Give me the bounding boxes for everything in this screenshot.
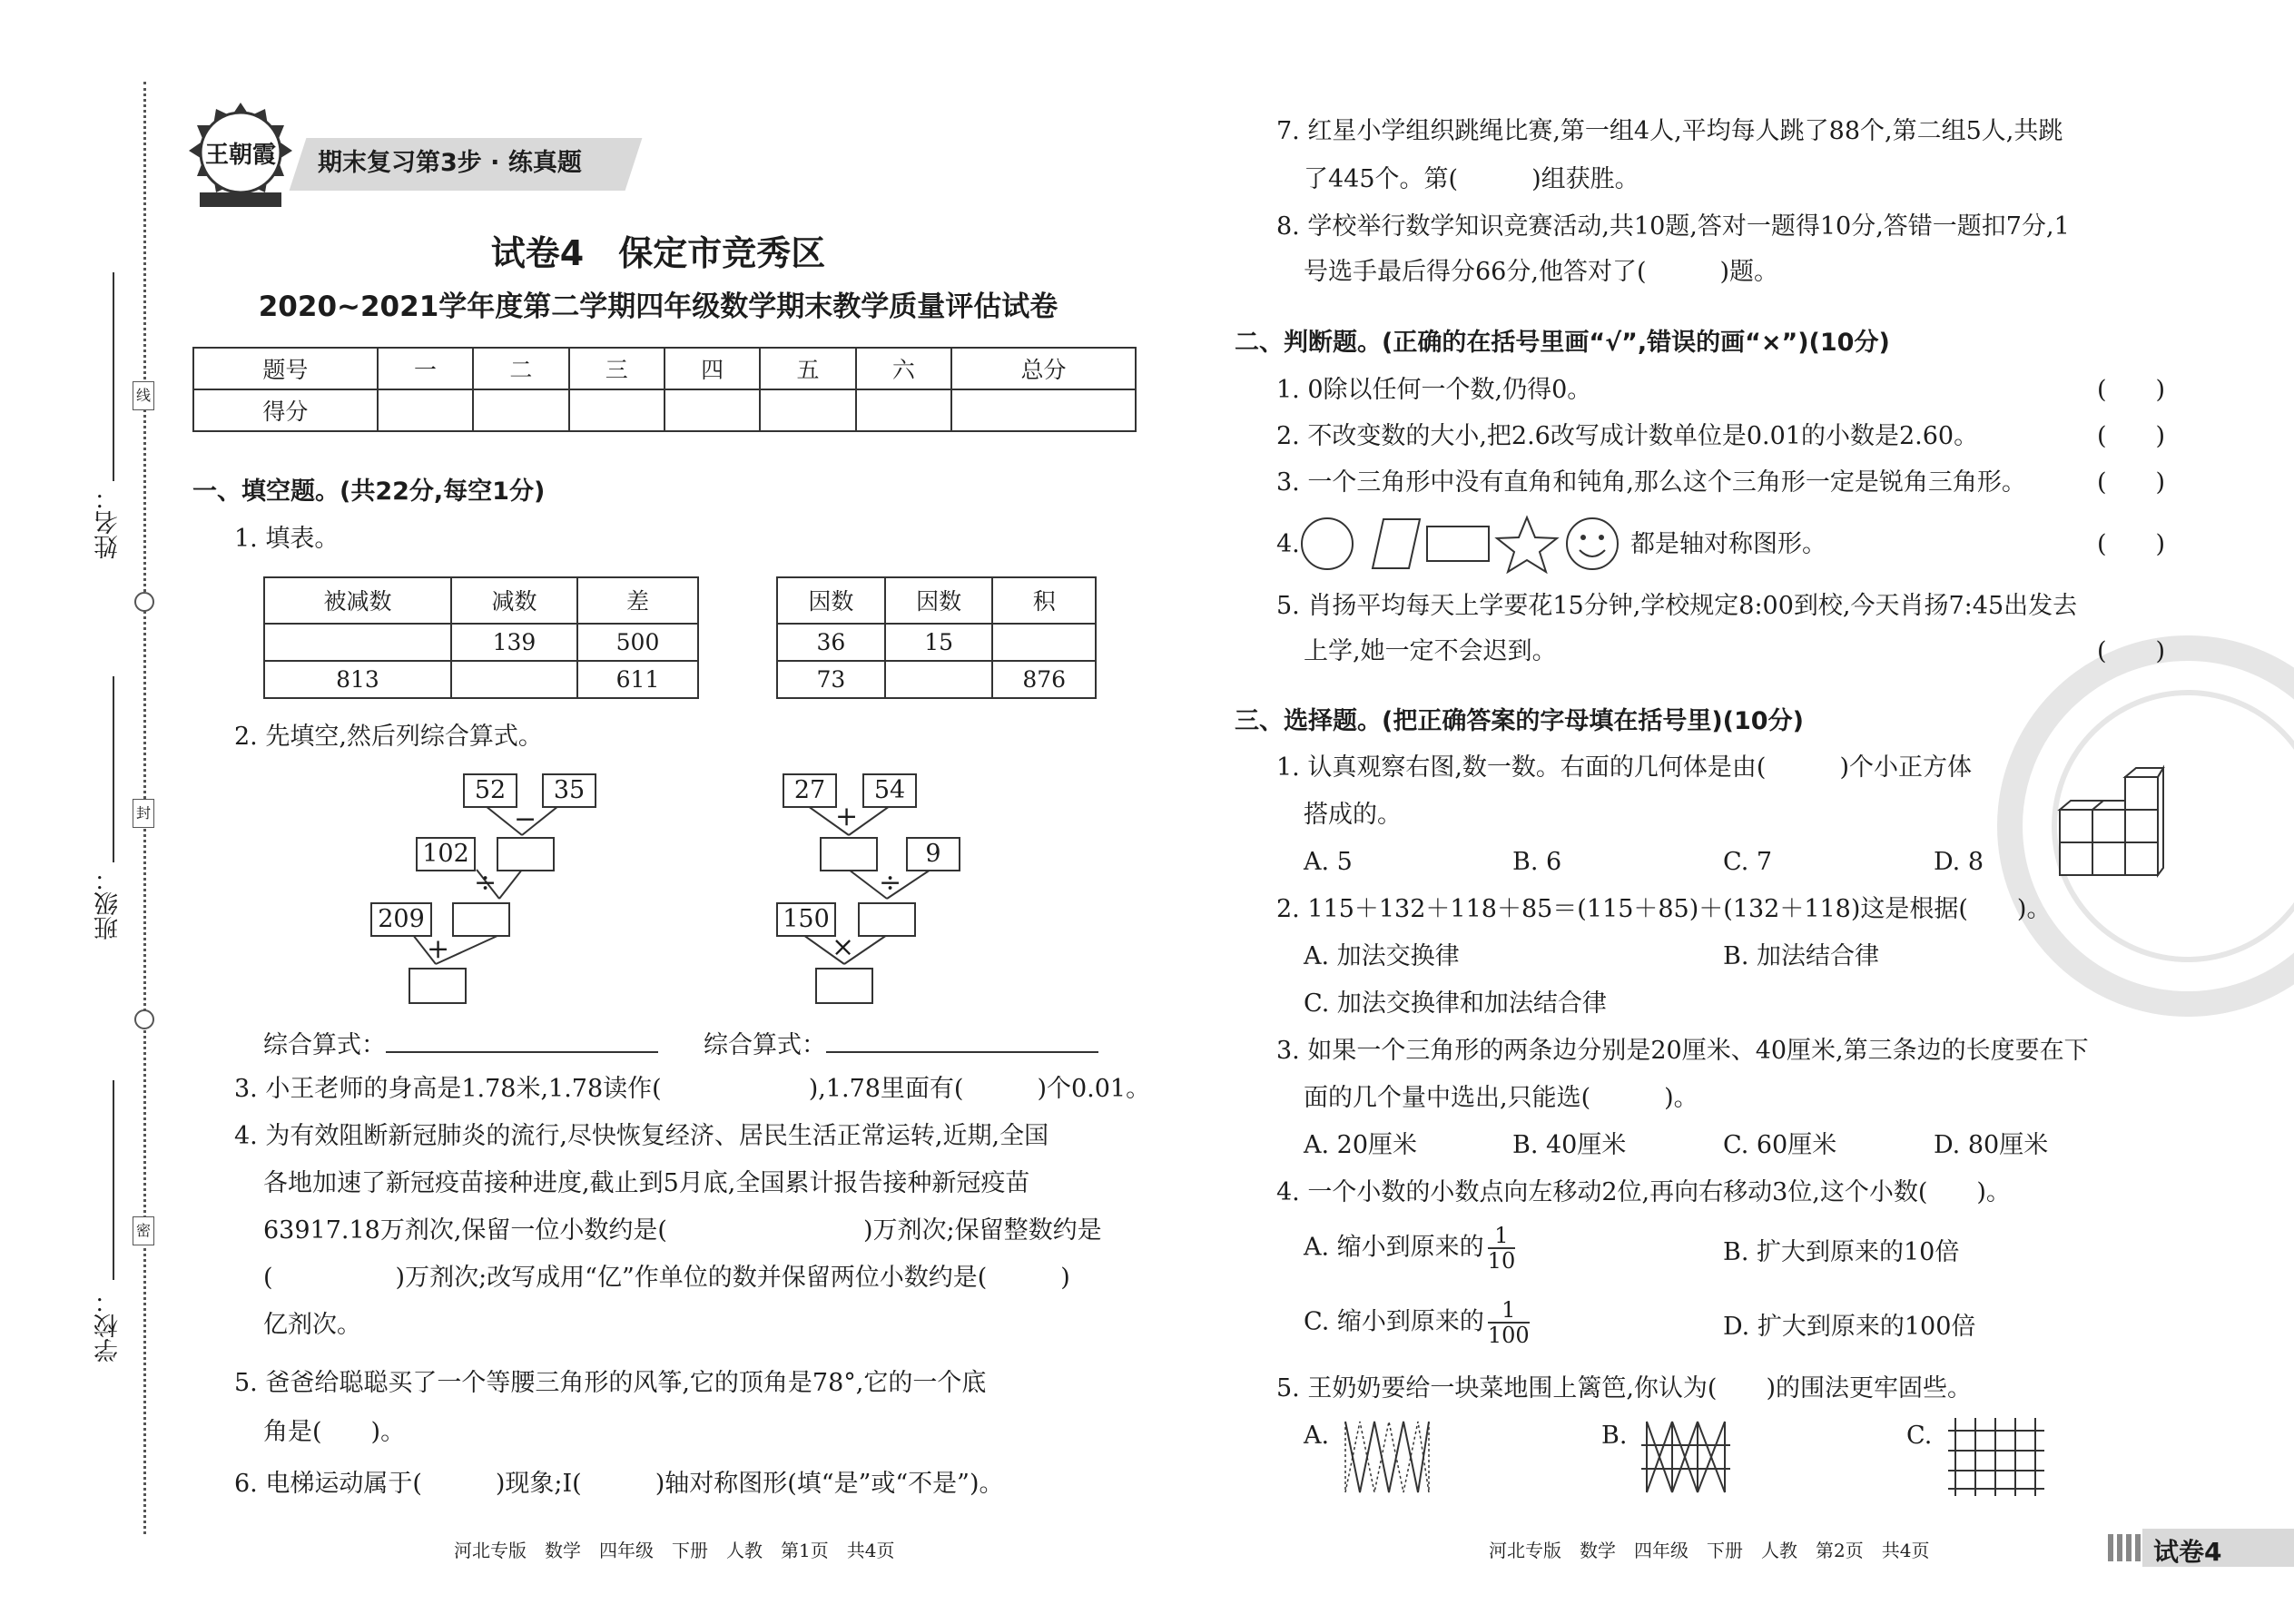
- question-7-line-2: 了445个。第( )组获胜。: [1304, 165, 1639, 193]
- score-header: 一: [378, 348, 473, 389]
- seal-mark-mi: 密: [133, 1216, 154, 1245]
- score-cell[interactable]: [951, 389, 1136, 431]
- tree-a-result-blank[interactable]: [409, 968, 467, 1004]
- table-cell[interactable]: [992, 624, 1096, 661]
- choice-3-line-1: 3. 如果一个三角形的两条边分别是20厘米、40厘米,第三条边的长度要在下: [1276, 1037, 2089, 1065]
- question-5-line-2: 角是( )。: [263, 1418, 406, 1446]
- table-cell: 36: [777, 624, 885, 661]
- formula-label-a: 综合算式：: [263, 1024, 658, 1064]
- tree-b-top-right: 54: [862, 773, 917, 808]
- choice-1-option-d[interactable]: D. 8: [1934, 848, 1984, 876]
- judge-4-number: 4.: [1276, 530, 1300, 558]
- choice-4-option-a[interactable]: A. 缩小到原来的 $\frac{1}{10}$: [1304, 1223, 1516, 1274]
- section-1-heading: 一、填空题。(共22分,每空1分): [192, 477, 546, 506]
- parallelogram-shape: [1373, 519, 1420, 568]
- choice-1-line-1: 1. 认真观察右图,数一数。右面的几何体是由( )个小正方体: [1276, 753, 1972, 782]
- class-label: 班级：: [94, 867, 123, 940]
- table-cell[interactable]: [451, 661, 577, 698]
- tree-b-mid-given: 9: [906, 837, 960, 871]
- choice-3-option-b[interactable]: B. 40厘米: [1512, 1131, 1627, 1159]
- tree-b-op3: ×: [832, 931, 855, 963]
- tree-b-op2: ÷: [879, 867, 902, 899]
- choice-1-option-b[interactable]: B. 6: [1512, 848, 1562, 876]
- subtraction-table: [263, 576, 699, 699]
- seal-mark-xian: 线: [133, 381, 154, 410]
- judge-1: 1. 0除以任何一个数,仍得0。: [1276, 376, 1592, 404]
- tree-a-low-blank[interactable]: [452, 902, 510, 937]
- school-field-line: [113, 1080, 114, 1280]
- score-cell[interactable]: [473, 389, 568, 431]
- score-table: [192, 347, 1137, 432]
- score-header: 总分: [951, 348, 1136, 389]
- question-4-line-3: 63917.18万剂次,保留一位小数约是( )万剂次;保留整数约是: [263, 1216, 1102, 1245]
- page-subtitle: 2020~2021学年度第二学期四年级数学期末教学质量评估试卷: [258, 290, 1058, 323]
- table-cell: 500: [577, 624, 698, 661]
- question-4-line-2: 各地加速了新冠疫苗接种进度,截止到5月底,全国累计报告接种新冠疫苗: [263, 1169, 1030, 1197]
- score-header: 五: [760, 348, 855, 389]
- question-7-line-1: 7. 红星小学组织跳绳比赛,第一组4人,平均每人跳了88个,第二组5人,共跳: [1276, 117, 2063, 145]
- brand-logo-text: 王朝霞: [204, 142, 276, 169]
- rectangle-shape: [1427, 527, 1489, 561]
- judge-5-answer[interactable]: ( ): [2097, 637, 2166, 665]
- choice-3-line-2: 面的几个量中选出,只能选( )。: [1304, 1084, 1698, 1112]
- fence-cross-figure: [1641, 1418, 1732, 1496]
- score-header: 三: [569, 348, 665, 389]
- tree-b-result-blank[interactable]: [815, 968, 873, 1004]
- choice-3-option-c[interactable]: C. 60厘米: [1723, 1131, 1837, 1159]
- brand-logo: [182, 98, 300, 216]
- table-cell[interactable]: [264, 624, 451, 661]
- score-header: 四: [665, 348, 760, 389]
- banner-text: 期末复习第3步 · 练真题: [318, 149, 582, 177]
- choice-4-line-1: 4. 一个小数的小数点向左移动2位,再向右移动3位,这个小数( )。: [1276, 1178, 2011, 1206]
- tree-a-top-left: 52: [463, 773, 517, 808]
- choice-3-option-a[interactable]: A. 20厘米: [1304, 1131, 1418, 1159]
- tree-b-mid-blank[interactable]: [820, 837, 878, 871]
- choice-3-option-d[interactable]: D. 80厘米: [1934, 1131, 2049, 1159]
- tree-b-op1: +: [835, 801, 859, 832]
- fraction-one-hundredth: $\frac{1}{100}$: [1487, 1297, 1530, 1348]
- table-cell[interactable]: [885, 661, 993, 698]
- score-cell[interactable]: [856, 389, 951, 431]
- choice-4-option-d[interactable]: D. 扩大到原来的100倍: [1723, 1313, 1976, 1341]
- judge-5-line-1: 5. 肖扬平均每天上学要花15分钟,学校规定8:00到校,今天肖扬7:45出发去: [1276, 592, 2078, 620]
- page-tag: [2142, 1529, 2294, 1567]
- question-4-line-1: 4. 为有效阻断新冠肺炎的流行,尽快恢复经济、居民生活正常运转,近期,全国: [234, 1122, 1049, 1150]
- table-header: 被减数: [264, 577, 451, 624]
- section-3-heading: 三、选择题。(把正确答案的字母填在括号里)(10分): [1235, 707, 1804, 735]
- tree-b-top-left: 27: [783, 773, 837, 808]
- binding-hole-icon: [134, 1009, 154, 1029]
- cube-stack-figure: [2056, 753, 2165, 881]
- seal-mark-feng: 封: [133, 799, 154, 828]
- judge-4-shapes: [1300, 514, 1627, 574]
- tree-a-op3: +: [427, 933, 450, 965]
- footer-left: 河北专版 数学 四年级 下册 人教 第1页 共4页: [454, 1540, 895, 1561]
- choice-2-line-1: 2. 115＋132＋118＋85＝(115＋85)＋(132＋118)这是根据( )。: [1276, 895, 2052, 923]
- score-row-label: 得分: [193, 389, 378, 431]
- formula-label-b: 综合算式：: [704, 1024, 1098, 1064]
- table-cell: 876: [992, 661, 1096, 698]
- question-6: 6. 电梯运动属于( )现象;I( )轴对称图形(填“是”或“不是”)。: [234, 1470, 1004, 1498]
- page-tag-text: 试卷4: [2153, 1537, 2222, 1567]
- question-8-line-1: 8. 学校举行数学知识竞赛活动,共10题,答对一题得10分,答错一题扣7分,1: [1276, 212, 2070, 241]
- formula-blank-b[interactable]: [826, 1024, 1098, 1053]
- footer-right: 河北专版 数学 四年级 下册 人教 第2页 共4页: [1489, 1540, 1930, 1561]
- star-shape: [1497, 517, 1557, 572]
- score-header: 二: [473, 348, 568, 389]
- tree-a-op1: −: [514, 803, 537, 835]
- score-header: 六: [856, 348, 951, 389]
- fraction-one-tenth: $\frac{1}{10}$: [1487, 1223, 1516, 1274]
- score-cell[interactable]: [665, 389, 760, 431]
- tree-a-op2: ÷: [474, 867, 497, 899]
- table-header: 因数: [885, 577, 993, 624]
- choice-4-option-b[interactable]: B. 扩大到原来的10倍: [1723, 1238, 1960, 1266]
- formula-blank-a[interactable]: [386, 1024, 658, 1053]
- fence-grid-figure: [1948, 1418, 2048, 1496]
- choice-2-option-b[interactable]: B. 加法结合律: [1723, 942, 1880, 970]
- binding-hole-icon: [134, 592, 154, 612]
- table-header: 减数: [451, 577, 577, 624]
- table-cell: 813: [264, 661, 451, 698]
- choice-2-option-a[interactable]: A. 加法交换律: [1304, 942, 1460, 970]
- choice-5-option-a-label[interactable]: A.: [1304, 1422, 1330, 1450]
- choice-4-option-c[interactable]: C. 缩小到原来的 $\frac{1}{100}$: [1304, 1297, 1530, 1348]
- question-2: 2. 先填空,然后列综合算式。: [234, 723, 543, 751]
- tree-b-low-blank[interactable]: [858, 902, 916, 937]
- question-5-line-1: 5. 爸爸给聪聪买了一个等腰三角形的风筝,它的顶角是78°,它的一个底: [234, 1369, 987, 1397]
- tree-a-low-given: 209: [370, 902, 432, 937]
- judge-4-answer[interactable]: ( ): [2097, 530, 2166, 558]
- choice-1-option-a[interactable]: A. 5: [1304, 848, 1353, 876]
- table-header: 差: [577, 577, 698, 624]
- table-cell: 139: [451, 624, 577, 661]
- table-header: 积: [992, 577, 1096, 624]
- school-label: 学校：: [94, 1289, 123, 1363]
- tree-b-low-given: 150: [776, 902, 836, 937]
- choice-5-line-1: 5. 王奶奶要给一块菜地围上篱笆,你认为( )的围法更牢固些。: [1276, 1374, 1972, 1403]
- question-4-line-4: ( )万剂次;改写成用“亿”作单位的数并保留两位小数约是( ): [263, 1264, 1070, 1292]
- circle-shape: [1302, 518, 1353, 569]
- score-cell[interactable]: [569, 389, 665, 431]
- table-header: 因数: [777, 577, 885, 624]
- table-cell: 611: [577, 661, 698, 698]
- question-3: 3. 小王老师的身高是1.78米,1.78读作( ),1.78里面有( )个0.01。: [234, 1075, 1151, 1103]
- question-8-line-2: 号选手最后得分66分,他答对了( )题。: [1304, 258, 1779, 286]
- name-label: 姓名：: [94, 486, 123, 559]
- choice-5-option-c-label[interactable]: C.: [1906, 1422, 1933, 1450]
- table-cell: 15: [885, 624, 993, 661]
- tree-a-top-right: 35: [542, 773, 596, 808]
- score-cell[interactable]: [760, 389, 855, 431]
- section-2-heading: 二、判断题。(正确的在括号里画“√”,错误的画“×”)(10分): [1235, 329, 1890, 357]
- page-tag-stripes: [2108, 1534, 2141, 1561]
- score-header: 题号: [193, 348, 378, 389]
- smiley-face-shape: [1567, 518, 1618, 569]
- multiplication-table: [776, 576, 1097, 699]
- judge-3: 3. 一个三角形中没有直角和钝角,那么这个三角形一定是锐角三角形。: [1276, 468, 2026, 497]
- choice-5-option-b-label[interactable]: B.: [1601, 1422, 1628, 1450]
- question-4-line-5: 亿剂次。: [263, 1311, 361, 1339]
- judge-4-text: 都是轴对称图形。: [1630, 530, 1826, 558]
- page-title: 试卷4 保定市竞秀区: [490, 233, 826, 273]
- tree-a-mid-given: 102: [416, 837, 476, 871]
- fence-zigzag-figure: [1342, 1418, 1433, 1496]
- judge-5-line-2: 上学,她一定不会迟到。: [1304, 637, 1557, 665]
- tree-a-mid-blank[interactable]: [497, 837, 555, 871]
- choice-2-option-c[interactable]: C. 加法交换律和加法结合律: [1304, 989, 1607, 1018]
- judge-2: 2. 不改变数的大小,把2.6改写成计数单位是0.01的小数是2.60。: [1276, 422, 1979, 450]
- class-field-line: [113, 676, 114, 862]
- judge-2-answer[interactable]: ( ): [2097, 422, 2166, 450]
- judge-1-answer[interactable]: ( ): [2097, 376, 2166, 404]
- table-cell: 73: [777, 661, 885, 698]
- name-field-line: [113, 272, 114, 481]
- choice-1-line-2: 搭成的。: [1304, 801, 1402, 829]
- question-1: 1. 填表。: [234, 525, 340, 553]
- score-cell[interactable]: [378, 389, 473, 431]
- judge-3-answer[interactable]: ( ): [2097, 468, 2166, 497]
- choice-1-option-c[interactable]: C. 7: [1723, 848, 1773, 876]
